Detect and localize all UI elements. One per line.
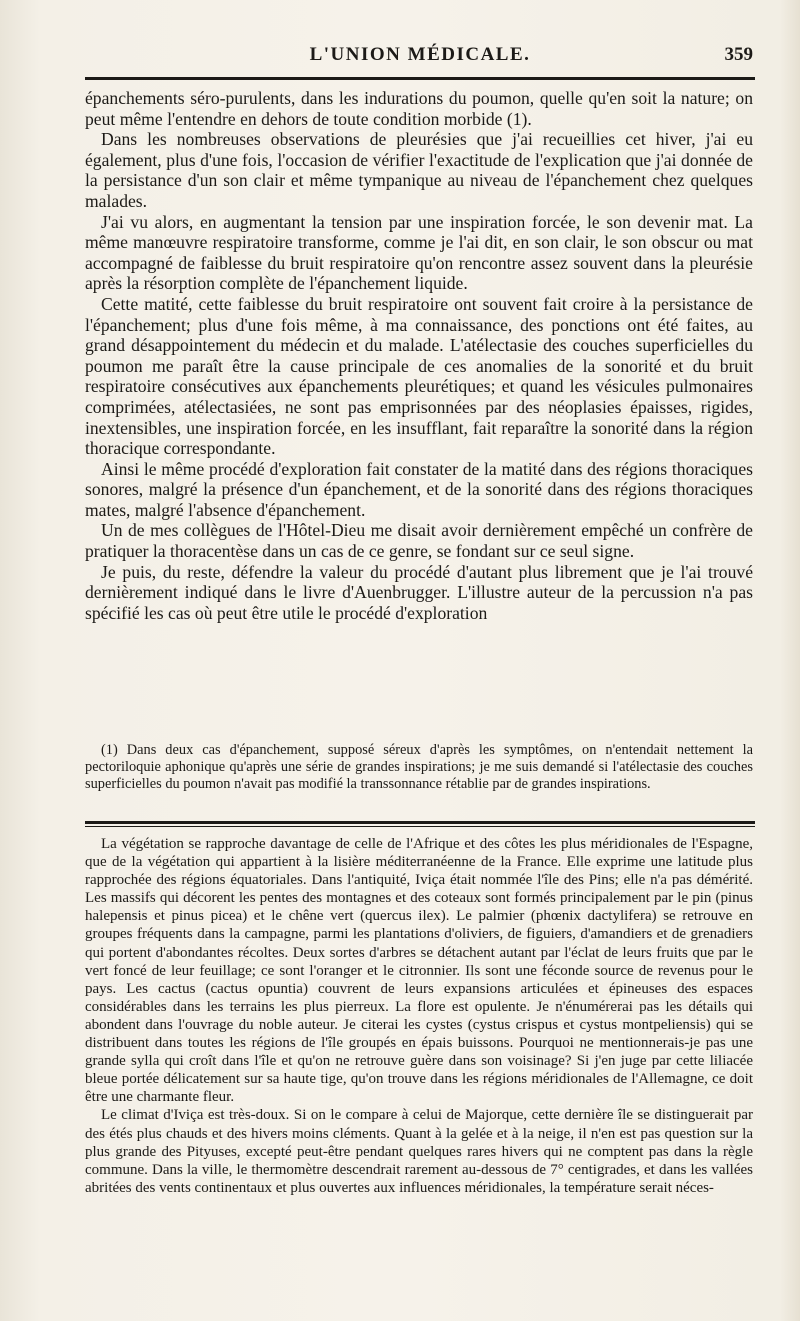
paragraph: Un de mes collègues de l'Hôtel-Dieu me disait avoir dernièrement empêché un confrère de pratiquer la thoracentèse dans un cas de ce genre, se fondant sur ce seul signe. (85, 520, 753, 562)
running-header (85, 44, 755, 74)
feuilleton (85, 835, 753, 1197)
main-text (85, 88, 753, 623)
feuilleton-rule-bottom (85, 826, 755, 827)
paragraph: Ainsi le même procédé d'exploration fait constater de la matité dans des régions thoraciques sonores, malgré la présence d'un épanchement, et de la sonorité dans des régions thoraciques mates, malgré l'absence d'épanchement. (85, 458, 753, 520)
paragraph: Dans les nombreuses observations de pleurésies que j'ai recueillies cet hiver, j'ai eu également, plus d'une fois, l'occasion de vérifier l'exactitude de l'explication que j'ai donnée de la persistance d'un son clair et même tympanique au niveau de l'épanchement chez quelques malades. (85, 129, 753, 211)
feuilleton-paragraph: La végétation se rapproche davantage de celle de l'Afrique et des côtes les plus méridionales de l'Espagne, que de la végétation qui appartient à la lisière méditerranéenne de la France. Elle exprime une latitude plus rapprochée des régions équatoriales. Dans l'antiquité, Iviça était nommée l'île des Pins; elle n'a pas démérité. Les massifs qui décorent les pentes des montagnes et des coteaux sont formés principalement par le pin (pinus halepensis et pinus picea) et le chêne vert (quercus ilex). Le palmier (phœnix dactylifera) se retrouve en groupes fréquents dans la campagne, parmi les plantations d'oliviers, de figuiers, d'amandiers et de grenadiers qui portent d'abondantes récoltes. Deux sortes d'arbres se détachent autant par l'éclat de leurs fruits que par le vert foncé de leur feuillage; ce sont l'oranger et le citronnier. Ils sont une féconde source de revenus pour le pays. Les cactus (cactus opuntia) couvrent de leurs expansions articulées et épineuses des espaces considérables dans les terrains les plus pierreux. La flore est opulente. Je n'énumérerai pas les détails qui abondent dans l'ouvrage du noble auteur. Je citerai les cystes (cystus crispus et cystus montpeliensis) qui se distribuent dans toutes les régions de l'île groupés en épais buissons. Pourquoi ne mentionnerais-je pas une grande sylla qui croît dans l'île et qu'on ne retrouve guère dans son voisinage? Si j'en juge par cette liliacée bleue portée délicatement sur sa haute tige, qu'on trouve dans les régions méridionales de l'Allemagne, ce doit être une charmante fleur. (85, 836, 753, 1106)
feuilleton-paragraph: Le climat d'Iviça est très-doux. Si on le compare à celui de Majorque, cette dernière île se distinguerait par des étés plus chauds et des hivers moins cléments. Quant à la gelée et à la neige, il n'en est pas question sur la plus grande des Pityuses, excepté peut-être pendant quelques rares hivers qui ne comptent pas dans la règle commune. Dans la ville, le thermomètre descendrait rarement au-dessous de 7° centigrades, et dans les vallées abritées des vents continentaux et plus ouvertes aux influences méridionales, la température serait néces- (85, 1107, 753, 1196)
header-rule (85, 77, 755, 80)
footnote-text: (1) Dans deux cas d'épanchement, supposé séreux d'après les symptômes, on n'entendait nettement la pectoriloquie aphonique qu'après une série de grandes inspirations; je me suis demandé si l'atélectasie des couches superficielles du poumon n'avait pas modifié la transsonnance rétablie par de grandes inspirations. (85, 742, 753, 792)
paragraph: Je puis, du reste, défendre la valeur du procédé d'autant plus librement que je l'ai trouvé dernièrement indiqué dans le livre d'Auenbrugger. L'illustre auteur de la percussion n'a pas spécifié les cas où peut être utile le procédé d'exploration (85, 561, 753, 623)
paragraph: épanchements séro-purulents, dans les indurations du poumon, quelle qu'en soit la nature; on peut même l'entendre en dehors de toute condition morbide (1). (85, 88, 753, 129)
footnote (85, 742, 753, 793)
feuilleton-rule-top (85, 821, 755, 824)
paragraph: J'ai vu alors, en augmentant la tension par une inspiration forcée, le son devenir mat. La même manœuvre respiratoire transforme, comme je l'ai dit, en son clair, le son obscur ou mat accompagné de faiblesse du bruit respiratoire qu'on rencontre assez souvent dans la pleurésie après la résorption complète de l'épanchement liquide. (85, 211, 753, 294)
journal-title: L'UNION MÉDICALE. (309, 44, 531, 65)
page-number: 359 (724, 44, 753, 65)
paragraph: Cette matité, cette faiblesse du bruit respiratoire ont souvent fait croire à la persistance de l'épanchement; plus d'une fois même, à ma connaissance, des ponctions ont été faites, au grand désappointement du médecin et du malade. L'atélectasie des couches superficielles du poumon me paraît être la cause principale de ces anomalies de la sonorité et du bruit respiratoire consécutives aux épanchements pleurétiques; et quand les vésicules pulmonaires comprimées, atélectasiées, ne sont pas emprisonnées par des néoplasies épaisses, rigides, inextensibles, une inspiration forcée, en les insufflant, fait reparaître la sonorité dans la région thoracique correspondante. (85, 293, 753, 459)
